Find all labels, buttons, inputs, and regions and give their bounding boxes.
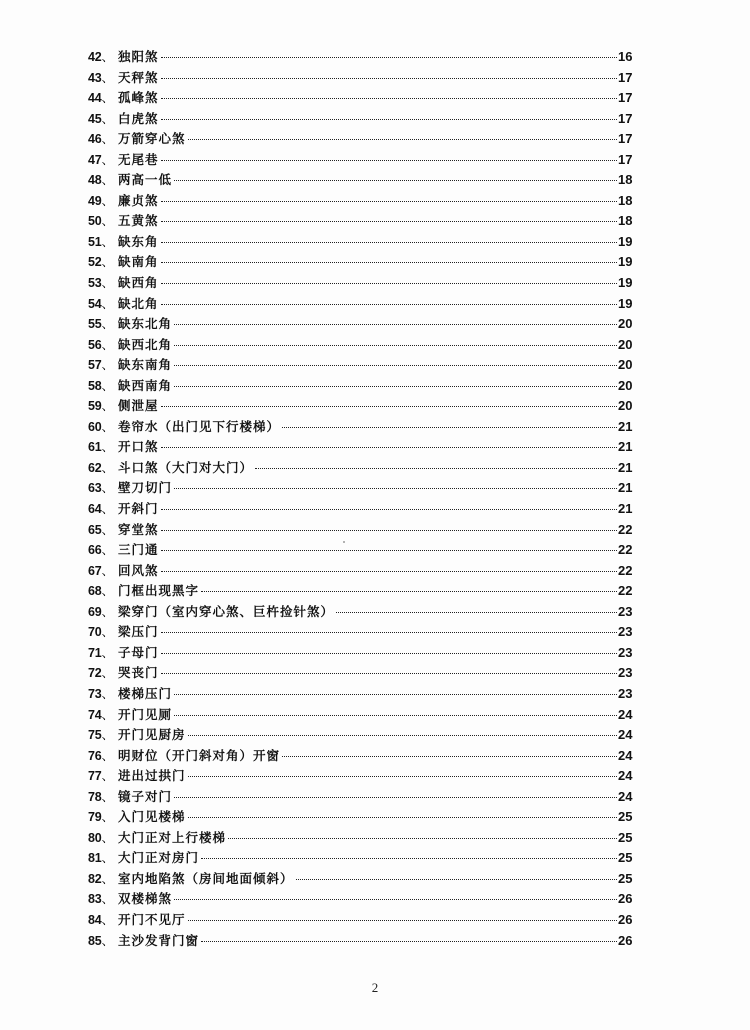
toc-entry-page: 17 xyxy=(618,69,633,85)
toc-entry[interactable] xyxy=(88,725,636,746)
toc-entry-page: 19 xyxy=(618,275,633,291)
toc-entry-title: 明财位（开门斜对角）开窗 xyxy=(118,747,281,763)
toc-entry-number: 65 xyxy=(88,522,102,537)
scan-speck xyxy=(343,541,345,543)
toc-entry-number: 55 xyxy=(88,317,102,332)
toc-entry[interactable] xyxy=(88,458,636,479)
toc-entry[interactable] xyxy=(88,540,636,561)
toc-entry-title: 双楼梯煞 xyxy=(118,891,173,907)
toc-entry-page: 24 xyxy=(618,706,633,722)
toc-entry-number: 64 xyxy=(88,502,102,517)
toc-entry-separator: 、 xyxy=(101,583,115,599)
toc-entry-title: 缺西北角 xyxy=(118,336,173,352)
dot-leader xyxy=(174,488,617,489)
toc-entry[interactable] xyxy=(88,150,636,171)
dot-leader xyxy=(161,283,617,284)
dot-leader xyxy=(296,879,617,880)
toc-entry[interactable] xyxy=(88,520,636,541)
toc-entry-separator: 、 xyxy=(101,644,115,660)
toc-entry[interactable] xyxy=(88,766,636,787)
toc-entry-number: 57 xyxy=(88,358,102,373)
toc-entry-number: 73 xyxy=(88,686,102,701)
dot-leader xyxy=(174,899,617,900)
toc-entry-title: 进出过拱门 xyxy=(118,768,186,784)
toc-entry-separator: 、 xyxy=(101,891,115,907)
toc-entry-separator: 、 xyxy=(101,336,115,352)
page-number: 2 xyxy=(371,980,379,995)
toc-entry[interactable] xyxy=(88,294,636,315)
toc-entry[interactable] xyxy=(88,47,636,68)
toc-entry-number: 77 xyxy=(88,769,102,784)
toc-entry-number: 46 xyxy=(88,132,102,147)
dot-leader xyxy=(174,324,617,325)
toc-entry-title: 两高一低 xyxy=(118,172,173,188)
toc-entry-page: 26 xyxy=(618,911,633,927)
toc-entry-title: 卷帘水（出门见下行楼梯） xyxy=(118,418,281,434)
toc-entry-number: 44 xyxy=(88,91,102,106)
dot-leader xyxy=(174,715,617,716)
toc-entry-number: 75 xyxy=(88,728,102,743)
dot-leader xyxy=(174,345,617,346)
toc-entry-number: 70 xyxy=(88,625,102,640)
toc-entry-separator: 、 xyxy=(101,439,115,455)
toc-entry-page: 21 xyxy=(618,459,633,475)
toc-entry-number: 80 xyxy=(88,830,102,845)
toc-entry-number: 67 xyxy=(88,563,102,578)
toc-entry-page: 21 xyxy=(618,439,633,455)
toc-entry-page: 17 xyxy=(618,151,633,167)
dot-leader xyxy=(161,406,617,407)
toc-entry-number: 69 xyxy=(88,604,102,619)
toc-entry[interactable] xyxy=(88,314,636,335)
toc-entry[interactable] xyxy=(88,807,636,828)
toc-entry-title: 开门不见厅 xyxy=(118,911,186,927)
toc-entry-number: 68 xyxy=(88,584,102,599)
toc-entry-number: 85 xyxy=(88,933,102,948)
toc-entry[interactable] xyxy=(88,746,636,767)
toc-entry-separator: 、 xyxy=(101,192,115,208)
toc-entry-separator: 、 xyxy=(101,295,115,311)
dot-leader xyxy=(336,612,617,613)
toc-entry-separator: 、 xyxy=(101,932,115,948)
dot-leader xyxy=(174,365,617,366)
toc-entry-page: 21 xyxy=(618,480,633,496)
dot-leader xyxy=(174,797,617,798)
toc-entry-separator: 、 xyxy=(101,809,115,825)
toc-entry[interactable] xyxy=(88,828,636,849)
dot-leader xyxy=(282,427,617,428)
toc-entry[interactable] xyxy=(88,561,636,582)
toc-entry-separator: 、 xyxy=(101,90,115,106)
toc-entry[interactable] xyxy=(88,643,636,664)
toc-entry-title: 大门正对房门 xyxy=(118,850,200,866)
toc-entry-separator: 、 xyxy=(101,316,115,332)
dot-leader xyxy=(161,550,617,551)
toc-entry-number: 79 xyxy=(88,810,102,825)
toc-entry[interactable] xyxy=(88,170,636,191)
toc-entry[interactable] xyxy=(88,129,636,150)
toc-entry-title: 缺东南角 xyxy=(118,357,173,373)
toc-entry-number: 50 xyxy=(88,214,102,229)
toc-entry[interactable] xyxy=(88,602,636,623)
toc-entry-title: 开门见厨房 xyxy=(118,727,186,743)
toc-entry-separator: 、 xyxy=(101,357,115,373)
toc-entry[interactable] xyxy=(88,211,636,232)
toc-entry-title: 白虎煞 xyxy=(118,110,159,126)
toc-entry-number: 84 xyxy=(88,912,102,927)
toc-entry[interactable] xyxy=(88,910,636,931)
toc-entry-number: 48 xyxy=(88,173,102,188)
toc-entry[interactable] xyxy=(88,889,636,910)
toc-entry-number: 54 xyxy=(88,296,102,311)
toc-entry-separator: 、 xyxy=(101,521,115,537)
toc-entry-separator: 、 xyxy=(101,459,115,475)
toc-entry-title: 开门见厕 xyxy=(118,706,173,722)
toc-entry-page: 24 xyxy=(618,747,633,763)
dot-leader xyxy=(161,509,617,510)
toc-entry-title: 缺南角 xyxy=(118,254,159,270)
dot-leader xyxy=(201,591,617,592)
toc-entry-separator: 、 xyxy=(101,501,115,517)
toc-entry-number: 72 xyxy=(88,666,102,681)
toc-entry-page: 17 xyxy=(618,90,633,106)
toc-entry-title: 独阳煞 xyxy=(118,49,159,64)
toc-entry[interactable] xyxy=(88,684,636,705)
toc-entry-number: 60 xyxy=(88,419,102,434)
toc-entry-separator: 、 xyxy=(101,685,115,701)
toc-entry-page: 25 xyxy=(618,809,633,825)
dot-leader xyxy=(188,817,617,818)
toc-entry-separator: 、 xyxy=(101,275,115,291)
toc-entry-page: 26 xyxy=(618,891,633,907)
toc-entry-number: 56 xyxy=(88,337,102,352)
toc-entry[interactable] xyxy=(88,417,636,438)
toc-entry-separator: 、 xyxy=(101,254,115,270)
toc-entry-page: 22 xyxy=(618,542,633,558)
toc-entry-page: 19 xyxy=(618,254,633,270)
toc-entry[interactable] xyxy=(88,848,636,869)
toc-entry-page: 25 xyxy=(618,850,633,866)
toc-entry-title: 开口煞 xyxy=(118,439,159,455)
dot-leader xyxy=(174,180,617,181)
toc-entry-title: 万箭穿心煞 xyxy=(118,131,186,147)
toc-entry-page: 22 xyxy=(618,521,633,537)
toc-entry[interactable] xyxy=(88,191,636,212)
toc-entry[interactable] xyxy=(88,355,636,376)
toc-entry-title: 侧泄屋 xyxy=(118,398,159,414)
toc-entry-page: 24 xyxy=(618,788,633,804)
toc-entry-title: 门框出现黑字 xyxy=(118,583,200,599)
toc-entry-separator: 、 xyxy=(101,768,115,784)
toc-entry-separator: 、 xyxy=(101,213,115,229)
toc-entry-number: 82 xyxy=(88,871,102,886)
dot-leader xyxy=(174,386,617,387)
toc-entry[interactable] xyxy=(88,273,636,294)
toc-entry-title: 入门见楼梯 xyxy=(118,809,186,825)
toc-entry-separator: 、 xyxy=(101,665,115,681)
toc-entry-number: 47 xyxy=(88,152,102,167)
toc-entry[interactable] xyxy=(88,335,636,356)
toc-entry[interactable] xyxy=(88,109,636,130)
dot-leader xyxy=(188,776,617,777)
toc-entry-page: 23 xyxy=(618,644,633,660)
toc-entry-number: 81 xyxy=(88,851,102,866)
dot-leader xyxy=(161,673,617,674)
toc-entry[interactable] xyxy=(88,437,636,458)
toc-entry-page: 18 xyxy=(618,213,633,229)
toc-entry-separator: 、 xyxy=(101,727,115,743)
dot-leader xyxy=(161,78,617,79)
dot-leader xyxy=(188,139,617,140)
toc-entry-separator: 、 xyxy=(101,850,115,866)
toc-entry-page: 23 xyxy=(618,624,633,640)
toc-entry-page: 17 xyxy=(618,131,633,147)
toc-entry-title: 廉贞煞 xyxy=(118,192,159,208)
toc-entry-title: 缺北角 xyxy=(118,295,159,311)
toc-entry-separator: 、 xyxy=(101,829,115,845)
dot-leader xyxy=(161,201,617,202)
toc-entry-number: 45 xyxy=(88,111,102,126)
toc-entry-separator: 、 xyxy=(101,131,115,147)
toc-entry-number: 66 xyxy=(88,543,102,558)
toc-entry-page: 24 xyxy=(618,768,633,784)
toc-entry-title: 天秤煞 xyxy=(118,69,159,85)
table-of-contents xyxy=(88,47,636,951)
dot-leader xyxy=(201,941,617,942)
toc-entry-page: 20 xyxy=(618,357,633,373)
dot-leader xyxy=(161,119,617,120)
toc-entry-separator: 、 xyxy=(101,49,115,64)
toc-entry-separator: 、 xyxy=(101,418,115,434)
dot-leader xyxy=(161,632,617,633)
toc-entry-number: 83 xyxy=(88,892,102,907)
toc-entry-title: 室内地陷煞（房间地面倾斜） xyxy=(118,870,294,886)
toc-entry-title: 孤峰煞 xyxy=(118,90,159,106)
toc-entry-page: 24 xyxy=(618,727,633,743)
toc-entry-number: 62 xyxy=(88,460,102,475)
toc-entry-separator: 、 xyxy=(101,542,115,558)
toc-entry[interactable] xyxy=(88,622,636,643)
toc-entry-page: 26 xyxy=(618,932,633,948)
dot-leader xyxy=(174,694,617,695)
toc-entry-separator: 、 xyxy=(101,398,115,414)
toc-entry-title: 主沙发背门窗 xyxy=(118,932,200,948)
toc-entry-page: 19 xyxy=(618,295,633,311)
dot-leader xyxy=(161,530,617,531)
dot-leader xyxy=(282,756,617,757)
toc-entry-number: 59 xyxy=(88,399,102,414)
toc-entry-page: 20 xyxy=(618,316,633,332)
toc-entry-page: 21 xyxy=(618,501,633,517)
toc-entry-separator: 、 xyxy=(101,562,115,578)
dot-leader xyxy=(161,160,617,161)
toc-entry-page: 23 xyxy=(618,603,633,619)
toc-entry-separator: 、 xyxy=(101,110,115,126)
toc-entry-page: 17 xyxy=(618,110,633,126)
toc-entry-page: 22 xyxy=(618,583,633,599)
dot-leader xyxy=(161,447,617,448)
toc-entry-title: 镜子对门 xyxy=(118,788,173,804)
toc-entry-number: 76 xyxy=(88,748,102,763)
toc-entry-title: 穿堂煞 xyxy=(118,521,159,537)
toc-entry-separator: 、 xyxy=(101,603,115,619)
dot-leader xyxy=(161,57,617,58)
toc-entry[interactable] xyxy=(88,705,636,726)
toc-entry-title: 回风煞 xyxy=(118,562,159,578)
toc-entry-separator: 、 xyxy=(101,706,115,722)
toc-entry-separator: 、 xyxy=(101,233,115,249)
toc-entry-number: 58 xyxy=(88,378,102,393)
dot-leader xyxy=(188,735,617,736)
toc-entry-title: 开斜门 xyxy=(118,501,159,517)
toc-entry-title: 缺东角 xyxy=(118,233,159,249)
toc-entry-number: 61 xyxy=(88,440,102,455)
toc-entry-page: 18 xyxy=(618,192,633,208)
toc-entry-title: 梁穿门（室内穿心煞、巨杵捡针煞） xyxy=(118,603,335,619)
toc-entry-separator: 、 xyxy=(101,624,115,640)
toc-entry-page: 20 xyxy=(618,336,633,352)
toc-entry-number: 78 xyxy=(88,789,102,804)
toc-entry[interactable] xyxy=(88,869,636,890)
dot-leader xyxy=(161,571,617,572)
toc-entry-title: 三门通 xyxy=(118,542,159,558)
toc-entry[interactable] xyxy=(88,478,636,499)
toc-entry[interactable] xyxy=(88,396,636,417)
toc-entry-separator: 、 xyxy=(101,788,115,804)
toc-entry-page: 18 xyxy=(618,172,633,188)
toc-entry-title: 子母门 xyxy=(118,644,159,660)
dot-leader xyxy=(228,838,617,839)
dot-leader xyxy=(255,468,617,469)
toc-entry-title: 无尾巷 xyxy=(118,151,159,167)
toc-entry[interactable] xyxy=(88,931,636,952)
toc-entry[interactable] xyxy=(88,376,636,397)
dot-leader xyxy=(161,98,617,99)
toc-entry-title: 楼梯压门 xyxy=(118,685,173,701)
toc-entry-title: 哭丧门 xyxy=(118,665,159,681)
toc-entry-number: 52 xyxy=(88,255,102,270)
dot-leader xyxy=(161,262,617,263)
toc-entry-separator: 、 xyxy=(101,480,115,496)
toc-entry-separator: 、 xyxy=(101,870,115,886)
toc-entry-number: 74 xyxy=(88,707,102,722)
toc-entry-number: 51 xyxy=(88,234,102,249)
dot-leader xyxy=(188,920,617,921)
toc-entry-page: 21 xyxy=(618,418,633,434)
toc-entry-number: 63 xyxy=(88,481,102,496)
toc-entry-title: 五黄煞 xyxy=(118,213,159,229)
toc-entry-title: 梁压门 xyxy=(118,624,159,640)
toc-entry-separator: 、 xyxy=(101,377,115,393)
toc-entry[interactable] xyxy=(88,252,636,273)
toc-entry[interactable] xyxy=(88,581,636,602)
toc-entry-number: 71 xyxy=(88,645,102,660)
toc-entry-page: 20 xyxy=(618,377,633,393)
toc-entry-page: 25 xyxy=(618,829,633,845)
toc-entry-title: 壁刀切门 xyxy=(118,480,173,496)
toc-entry-title: 缺西南角 xyxy=(118,377,173,393)
toc-entry-page: 19 xyxy=(618,233,633,249)
toc-entry-separator: 、 xyxy=(101,151,115,167)
dot-leader xyxy=(161,242,617,243)
toc-entry-number: 42 xyxy=(88,50,102,64)
toc-entry-title: 斗口煞（大门对大门） xyxy=(118,459,254,475)
toc-entry[interactable] xyxy=(88,663,636,684)
toc-entry-separator: 、 xyxy=(101,69,115,85)
toc-entry-page: 16 xyxy=(618,49,633,64)
dot-leader xyxy=(161,304,617,305)
dot-leader xyxy=(201,858,617,859)
toc-entry-separator: 、 xyxy=(101,747,115,763)
toc-entry-title: 大门正对上行楼梯 xyxy=(118,829,227,845)
toc-entry-number: 43 xyxy=(88,70,102,85)
dot-leader xyxy=(161,653,617,654)
toc-entry-separator: 、 xyxy=(101,911,115,927)
toc-entry-title: 缺西角 xyxy=(118,275,159,291)
toc-entry-page: 23 xyxy=(618,665,633,681)
toc-entry-page: 23 xyxy=(618,685,633,701)
toc-entry-page: 20 xyxy=(618,398,633,414)
toc-entry-separator: 、 xyxy=(101,172,115,188)
toc-entry[interactable] xyxy=(88,68,636,89)
toc-entry-page: 25 xyxy=(618,870,633,886)
toc-entry[interactable] xyxy=(88,787,636,808)
toc-entry-number: 49 xyxy=(88,193,102,208)
dot-leader xyxy=(161,221,617,222)
toc-entry-page: 22 xyxy=(618,562,633,578)
toc-entry[interactable] xyxy=(88,232,636,253)
toc-entry-number: 53 xyxy=(88,276,102,291)
toc-entry[interactable] xyxy=(88,88,636,109)
toc-entry-title: 缺东北角 xyxy=(118,316,173,332)
toc-entry[interactable] xyxy=(88,499,636,520)
